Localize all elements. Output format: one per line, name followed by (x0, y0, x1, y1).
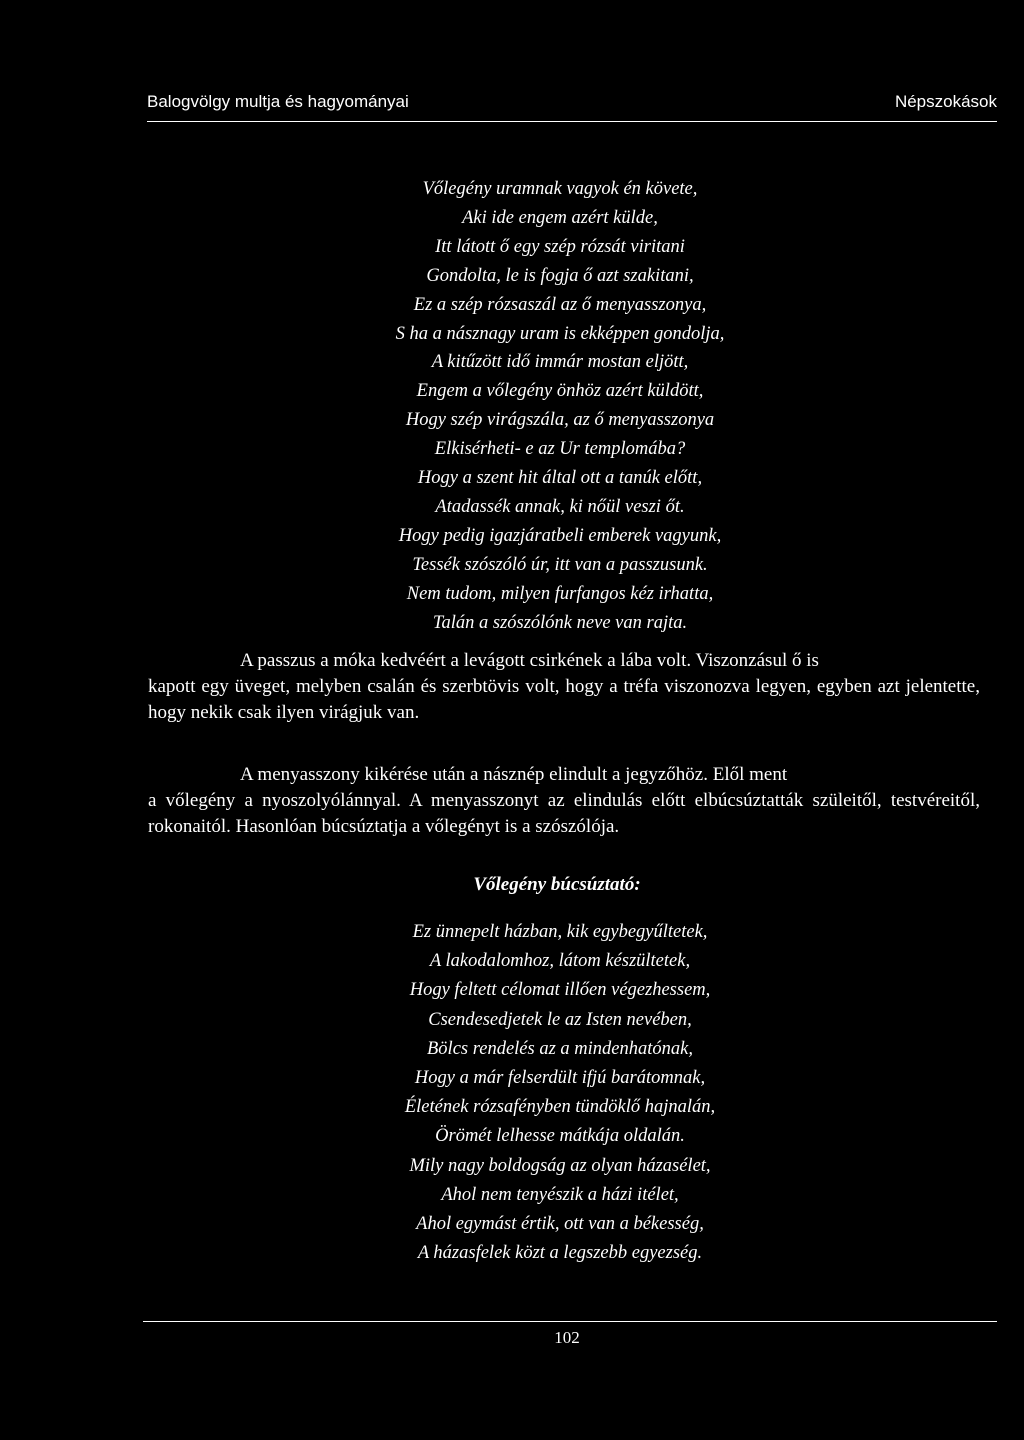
poem-line: Hogy a szent hit által ott a tanúk előtt, (417, 468, 703, 489)
poem-line: S ha a násznagy uram is ekképpen gondolja, (395, 323, 725, 344)
poem-line: Mily nagy boldogság az olyan házasélet, (409, 1155, 711, 1176)
header-chapter-title: Népszokások (894, 92, 997, 111)
poem-line: Aki ide engem azért külde, (462, 207, 658, 228)
poem-line: Engem a vőlegény önhöz azért küldött, (416, 381, 704, 402)
poem-wedding-messenger (250, 175, 870, 638)
page-number: 102 (554, 1328, 580, 1347)
paragraph-first-line: A menyasszony kikérése után a násznép elindult a jegyzőhöz. Elől ment (240, 764, 788, 785)
poem-line: A lakodalomhoz, látom készültetek, (429, 951, 691, 972)
poem-line: Gondolta, le is fogja ő azt szakitani, (426, 265, 694, 286)
poem-line: Talán a szószólónk neve van rajta. (432, 612, 688, 633)
header-divider (147, 121, 997, 122)
poem-line: Hogy pedig igazjáratbeli emberek vagyunk, (398, 525, 722, 546)
poem-line: Nem tudom, milyen furfangos kéz irhatta, (406, 583, 714, 604)
footer-divider (143, 1321, 997, 1322)
poem-line: Elkisérheti- e az Ur templomába? (434, 439, 686, 460)
poem-line: Vőlegény uramnak vagyok én követe, (422, 179, 698, 199)
poem-line: Ez a szép rózsaszál az ő menyasszonya, (413, 294, 707, 315)
poem-line: Ahol nem tenyészik a házi itélet, (441, 1184, 679, 1205)
paragraph-passzus (148, 648, 980, 726)
poem-line: Hogy szép virágszála, az ő menyasszonya (405, 410, 715, 431)
paragraph-menyasszony (148, 762, 980, 840)
paragraph-first-line: A passzus a móka kedvéért a levágott csirkének a lába volt. Viszonzásul ő is (240, 650, 819, 671)
section-subtitle: Vőlegény búcsúztató: (473, 874, 641, 895)
poem-line: Csendesedjetek le az Isten nevében, (428, 1009, 692, 1030)
poem-line: Életének rózsafényben tündöklő hajnalán, (404, 1097, 716, 1118)
header-book-title: Balogvölgy multja és hagyományai (147, 92, 409, 111)
poem-line: Bölcs rendelés az a mindenhatónak, (427, 1038, 693, 1059)
poem-line: A házasfelek közt a legszebb egyezség. (417, 1243, 703, 1264)
poem-line: Ahol egymást értik, ott van a békesség, (416, 1214, 704, 1235)
poem-line: Ez ünnepelt házban, kik egybegyűltetek, (412, 922, 708, 942)
poem-groom-farewell (250, 918, 870, 1268)
poem-line: A kitűzött idő immár mostan eljött, (431, 352, 689, 373)
poem-line: Hogy a már felserdült ifjú barátomnak, (414, 1068, 706, 1089)
poem-line: Tessék szószóló úr, itt van a passzusunk. (412, 554, 708, 575)
running-header (147, 90, 997, 118)
poem-line: Itt látott ő egy szép rózsát viritani (435, 236, 685, 257)
poem-line: Örömét lelhesse mátkája oldalán. (435, 1126, 685, 1147)
poem-line: Hogy feltett célomat illően végezhessem, (409, 980, 711, 1001)
paragraph-body: a vőlegény a nyoszolyólánnyal. A menyasszonyt az elindulás előtt elbúcsúztatták szüleitől, testvéreitől, rokonaitól. Hasonlóan búcsúztatja a vőlegényt is a szószólója. (148, 790, 980, 837)
poem-line: Atadassék annak, ki nőül veszi őt. (435, 496, 685, 517)
paragraph-body: kapott egy üveget, melyben csalán és szerbtövis volt, hogy a tréfa viszonozva legyen, egyben azt jelentette, hogy nekik csak ilyen virágjuk van. (148, 676, 980, 723)
